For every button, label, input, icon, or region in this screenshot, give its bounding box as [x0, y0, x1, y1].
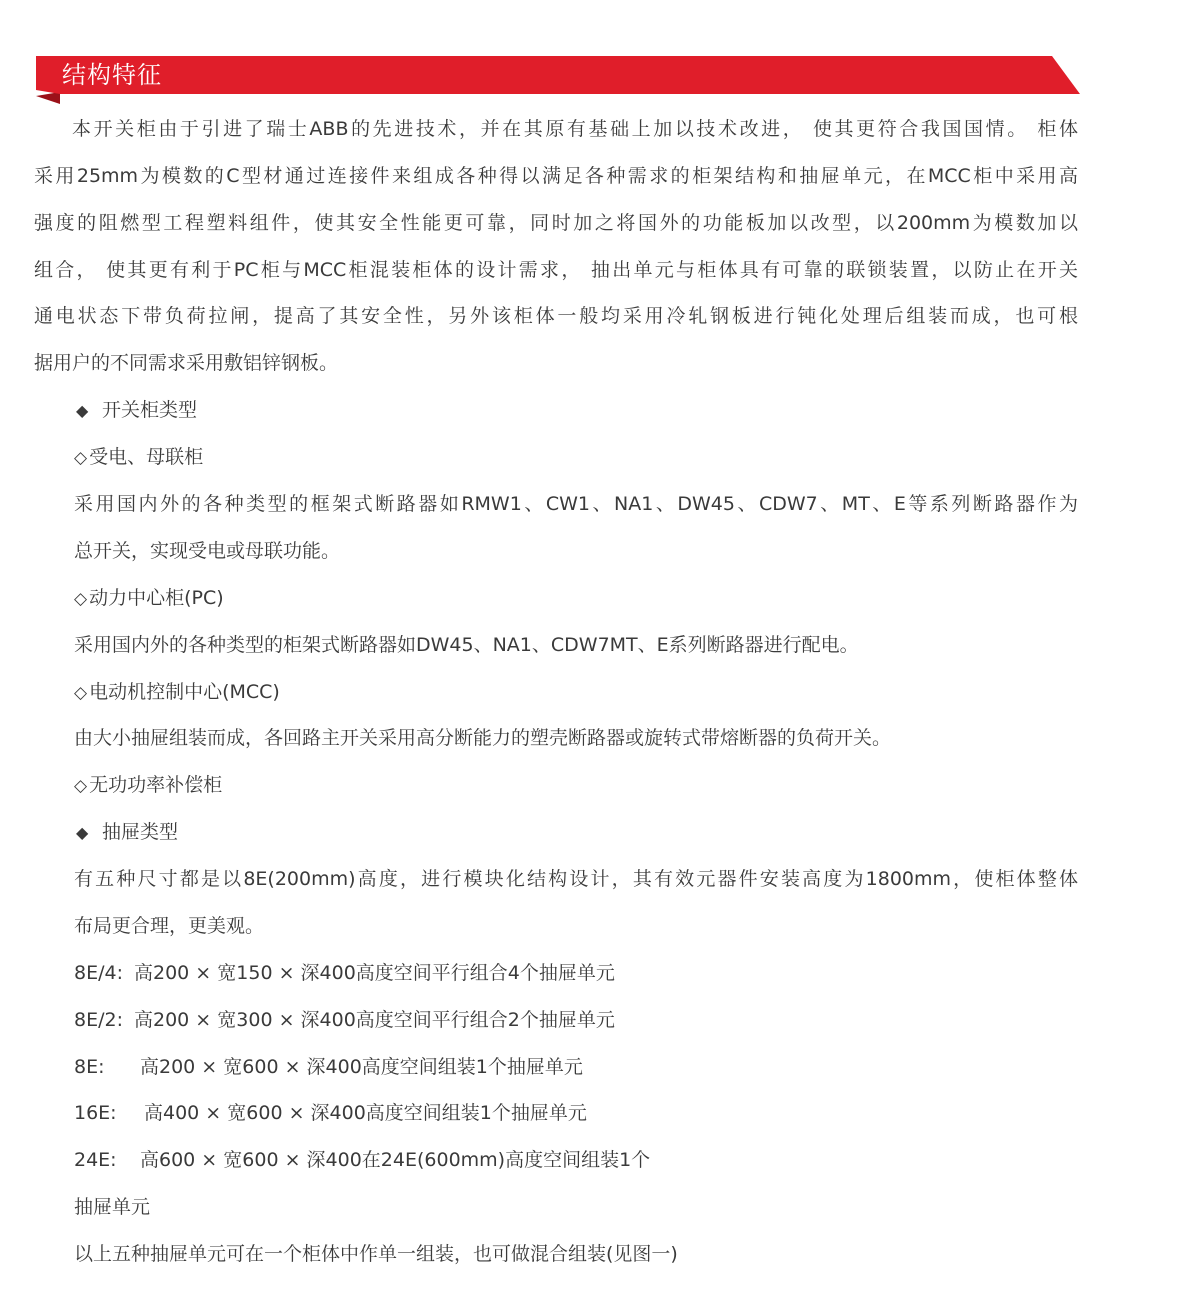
receiving-desc-line: 总开关，实现受电或母联功能。: [74, 540, 341, 562]
drawer-desc-line: 有五种尺寸都是以8E(200mm)高度，进行模块化结构设计，其有效元器件安装高度为1800mm，使柜体整体: [74, 868, 1078, 890]
section-header-banner: [0, 0, 1200, 110]
hollow-diamond-icon: ◇: [74, 776, 88, 796]
intro-line: 本开关柜由于引进了瑞士ABB的先进技术，并在其原有基础上加以技术改进， 使其更符合我国国情。 柜体: [72, 118, 1078, 140]
power-center-desc: 采用国内外的各种类型的柜架式断路器如DW45、NA1、CDW7MT、E系列断路器进行配电。: [74, 634, 859, 656]
spec-code: 16E:: [74, 1102, 117, 1124]
item-title: 动力中心柜(PC): [89, 587, 224, 609]
filled-diamond-icon: ◆: [76, 823, 89, 842]
drawer-spec-row: [74, 1005, 615, 1035]
motor-control-title: [74, 677, 280, 708]
receiving-desc-line: 采用国内外的各种类型的框架式断路器如RMW1、CW1、NA1、DW45、CDW7、MT、E等系列断路器作为: [74, 493, 1078, 515]
hollow-diamond-icon: ◇: [74, 683, 88, 703]
spec-code: 8E:: [74, 1056, 105, 1078]
spec-text: 高200 × 宽150 × 深400高度空间平行组合4个抽屉单元: [134, 962, 615, 984]
drawer-types-heading: [76, 817, 178, 848]
drawer-spec-row: [74, 1052, 583, 1082]
spec-text: 高600 × 宽600 × 深400在24E(600mm)高度空间组装1个: [140, 1149, 651, 1171]
drawer-spec-row: [74, 1098, 587, 1128]
spec-text: 高200 × 宽300 × 深400高度空间平行组合2个抽屉单元: [134, 1009, 615, 1031]
spec-code: 8E/4:: [74, 962, 123, 984]
filled-diamond-icon: ◆: [76, 401, 89, 420]
banner-fold: [36, 92, 60, 104]
intro-line: 据用户的不同需求采用敷铝锌钢板。: [34, 352, 339, 374]
drawer-footer-note: 以上五种抽屉单元可在一个柜体中作单一组装，也可做混合组装(见图一): [74, 1243, 678, 1265]
item-title: 受电、母联柜: [89, 446, 204, 468]
intro-line: 组合， 使其更有利于PC柜与MCC柜混装柜体的设计需求， 抽出单元与柜体具有可靠的联锁装置，以防止在开关: [34, 259, 1078, 281]
receiving-cabinet-title: [74, 442, 203, 473]
heading-label: 开关柜类型: [102, 399, 198, 421]
motor-control-desc: 由大小抽屉组装而成，各回路主开关采用高分断能力的塑壳断路器或旋转式带熔断器的负荷开关。: [74, 727, 892, 749]
intro-line: 通电状态下带负荷拉闸，提高了其安全性，另外该柜体一般均采用冷轧钢板进行钝化处理后组装而成，也可根: [34, 305, 1078, 327]
spec-code: 8E/2:: [74, 1009, 123, 1031]
heading-label: 抽屉类型: [102, 821, 179, 843]
spec-text: 高400 × 宽600 × 深400高度空间组装1个抽屉单元: [144, 1102, 587, 1124]
item-title: 无功功率补偿柜: [89, 774, 223, 796]
drawer-spec-row: [74, 1145, 650, 1175]
banner-shape: [0, 0, 1200, 110]
intro-line: 强度的阻燃型工程塑料组件，使其安全性能更可靠，同时加之将国外的功能板加以改型，以200mm为模数加以: [34, 212, 1078, 234]
drawer-spec-continuation: 抽屉单元: [74, 1196, 151, 1218]
section-title: 结构特征: [62, 61, 162, 89]
reactive-cabinet-title: [74, 770, 222, 801]
intro-line: 采用25mm为模数的C型材通过连接件来组成各种得以满足各种需求的柜架结构和抽屉单元，在MCC柜中采用高: [34, 165, 1078, 187]
spec-code: 24E:: [74, 1149, 117, 1171]
hollow-diamond-icon: ◇: [74, 589, 88, 609]
spec-text: 高200 × 宽600 × 深400高度空间组装1个抽屉单元: [140, 1056, 583, 1078]
cabinet-types-heading: [76, 395, 197, 426]
drawer-spec-row: [74, 958, 615, 988]
hollow-diamond-icon: ◇: [74, 448, 88, 468]
drawer-desc-line: 布局更合理，更美观。: [74, 915, 265, 937]
item-title: 电动机控制中心(MCC): [89, 681, 280, 703]
banner-ribbon: [36, 56, 1080, 94]
power-center-title: [74, 583, 224, 614]
